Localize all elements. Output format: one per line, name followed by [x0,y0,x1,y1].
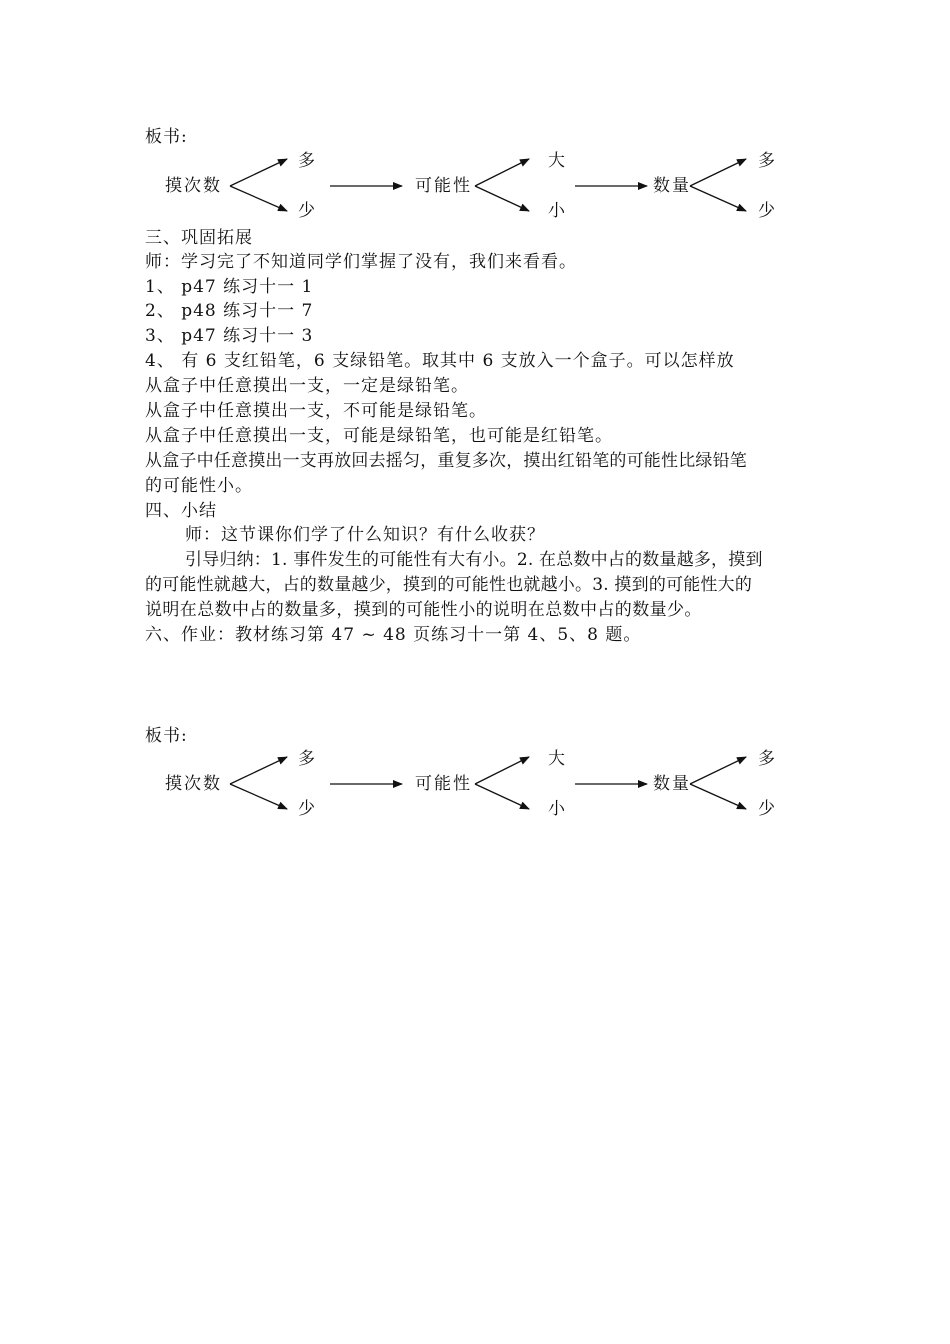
option-line-1: 从盒子中任意摸出一支，一定是绿铅笔。 [145,376,469,396]
exercise-item-1: 1、 p47 练习十一 1 [145,277,314,297]
diagram-end-label: 数量 [653,176,691,196]
arrow-up-1-repeat [230,757,287,784]
diagram-middle-branch-down-repeat: 小 [548,799,567,819]
board-label: 板书: [145,127,188,147]
section3-teacher-line: 师：学习完了不知道同学们掌握了没有，我们来看看。 [145,252,577,272]
section4-teacher-question: 师：这节课你们学了什么知识？有什么收获？ [185,525,545,545]
diagram-start-label-repeat: 摸次数 [165,774,222,794]
diagram-arrows-repeat [145,744,825,824]
diagram-start-branch-down: 少 [298,201,317,221]
board-diagram-repeat [145,744,825,824]
diagram-middle-branch-up-repeat: 大 [548,749,567,769]
exercise-item-3: 3、 p47 练习十一 3 [145,326,314,346]
board-diagram [145,146,825,226]
diagram-start-branch-down-repeat: 少 [298,799,317,819]
diagram-middle-label-repeat: 可能性 [415,774,472,794]
summary-line-1: 引导归纳：1. 事件发生的可能性有大有小。2. 在总数中占的数量越多，摸到 [185,550,763,570]
section3-title: 三、巩固拓展 [145,228,253,248]
arrow-down-2-repeat [475,784,529,809]
diagram-end-branch-up: 多 [758,151,777,171]
diagram-middle-label: 可能性 [415,176,472,196]
arrow-up-1 [230,159,287,186]
exercise-item-4: 4、 有 6 支红铅笔，6 支绿铅笔。取其中 6 支放入一个盒子。可以怎样放 [145,351,735,371]
diagram-middle-branch-down: 小 [548,201,567,221]
arrow-up-2 [475,159,529,186]
arrow-up-3 [690,159,746,186]
diagram-middle-branch-up: 大 [548,151,567,171]
arrow-up-2-repeat [475,757,529,784]
arrow-down-1-repeat [230,784,287,809]
board-label-repeat: 板书: [145,726,188,746]
diagram-end-branch-up-repeat: 多 [758,749,777,769]
diagram-start-branch-up-repeat: 多 [298,749,317,769]
diagram-end-label-repeat: 数量 [653,774,691,794]
diagram-end-branch-down-repeat: 少 [758,799,777,819]
arrow-down-3 [690,186,746,211]
option-line-5: 的可能性小。 [145,476,253,496]
arrow-down-3-repeat [690,784,746,809]
summary-line-2: 的可能性就越大，占的数量越少，摸到的可能性也就越小。3. 摸到的可能性大的 [145,575,753,595]
diagram-start-branch-up: 多 [298,151,317,171]
summary-line-3: 说明在总数中占的数量多，摸到的可能性小的说明在总数中占的数量少。 [145,600,702,620]
diagram-end-branch-down: 少 [758,201,777,221]
section4-title: 四、小结 [145,501,217,521]
option-line-4: 从盒子中任意摸出一支再放回去摇匀，重复多次，摸出红铅笔的可能性比绿铅笔 [145,451,747,471]
option-line-2: 从盒子中任意摸出一支，不可能是绿铅笔。 [145,401,487,421]
diagram-arrows [145,146,825,226]
option-line-3: 从盒子中任意摸出一支，可能是绿铅笔，也可能是红铅笔。 [145,426,613,446]
homework-line: 六、作业：教材练习第 47 ~ 48 页练习十一第 4、5、8 题。 [145,625,642,645]
diagram-start-label: 摸次数 [165,176,222,196]
arrow-up-3-repeat [690,757,746,784]
arrow-down-1 [230,186,287,211]
exercise-item-2: 2、 p48 练习十一 7 [145,301,314,321]
arrow-down-2 [475,186,529,211]
